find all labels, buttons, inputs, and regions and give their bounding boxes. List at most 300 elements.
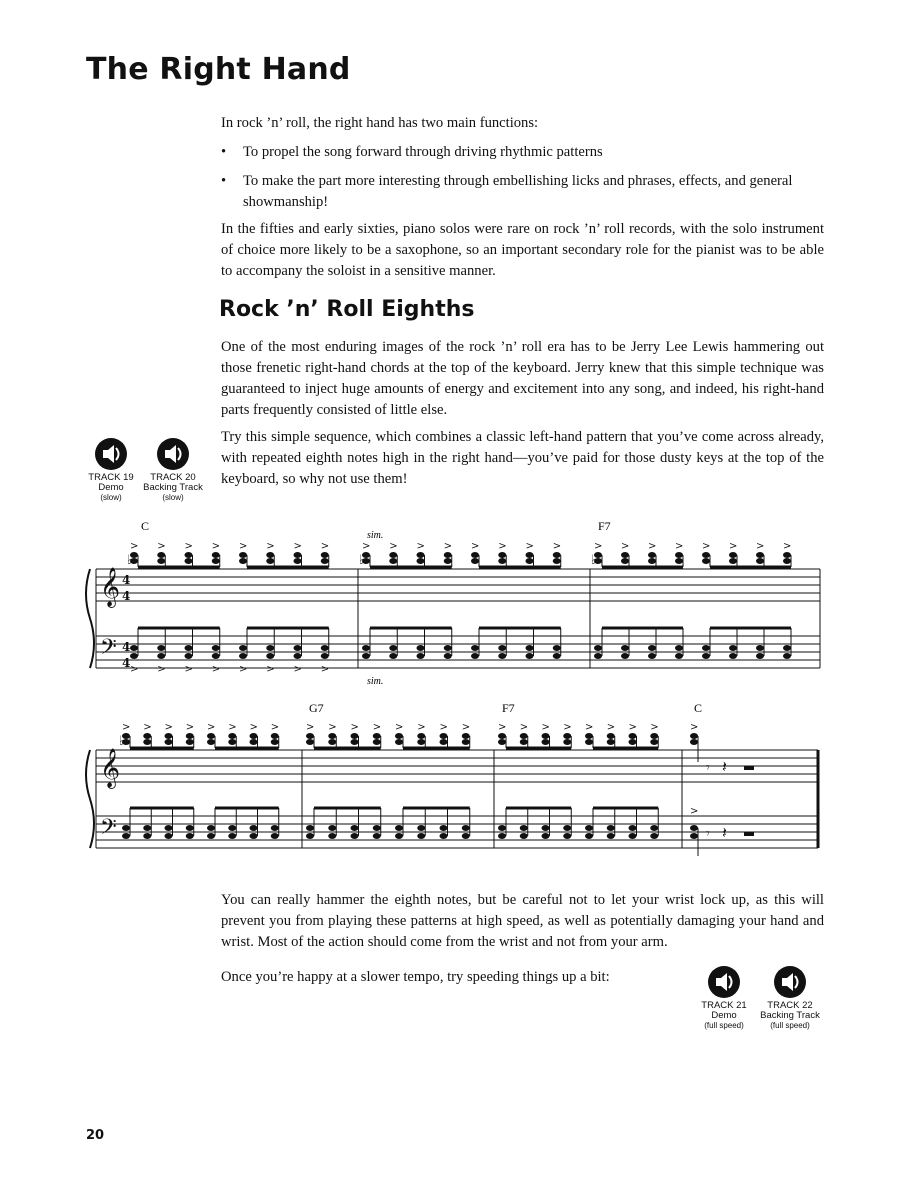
notehead (471, 653, 479, 659)
notehead (130, 645, 138, 651)
notehead (648, 552, 656, 558)
bullet-dot: • (221, 173, 227, 189)
notehead (266, 653, 274, 659)
bullet-text: To propel the song forward through driving rhythmic patterns (243, 144, 603, 160)
notehead (607, 833, 615, 839)
track-number: TRACK 20 (150, 472, 196, 483)
notehead (542, 833, 550, 839)
time-signature: 4 (122, 656, 131, 670)
notehead (395, 739, 403, 745)
notehead (373, 739, 381, 745)
accent-mark: > (443, 541, 453, 552)
notehead (212, 653, 220, 659)
accent-mark: > (211, 664, 221, 675)
time-signature: 4 (122, 573, 131, 587)
notehead (629, 739, 637, 745)
notehead (702, 653, 710, 659)
paragraph-sequence: Try this simple sequence, which combines a classic left-hand pattern that you’ve come across already, with repeated eighth notes high in the right hand—you’ve paid for those dusty keys at the top of the keyboard, so why not use them! (221, 429, 824, 487)
accent-mark: > (648, 541, 657, 552)
accent-mark: > (228, 722, 237, 733)
notehead (440, 833, 448, 839)
notehead (542, 825, 550, 831)
notehead (702, 558, 710, 564)
notehead (328, 833, 336, 839)
chord-symbol: F7 (598, 519, 611, 533)
bullet-text: To make the part more interesting through embellishing licks and phrases, effects, and general showmanship! (243, 173, 793, 210)
accent-mark: > (157, 541, 166, 552)
accent-mark: > (328, 722, 337, 733)
accent-mark: > (756, 541, 765, 552)
sim-label: sim. (367, 530, 384, 541)
notehead (729, 653, 737, 659)
accent-mark: > (266, 664, 275, 675)
notehead (756, 552, 764, 558)
notehead (228, 833, 236, 839)
notehead (239, 552, 247, 558)
accent-mark: > (498, 541, 507, 552)
accent-mark: > (372, 722, 382, 733)
notehead (585, 739, 593, 745)
notehead (563, 825, 571, 831)
paragraph-sax: In the fifties and early sixties, piano solos were rare on rock ’n’ roll records, with the solo instrument of choice more likely to be a saxophone, so an important secondary role for the pianist was to be able to accompany the soloist in a sensitive manner. (221, 221, 824, 279)
accent-mark: > (320, 541, 330, 552)
notehead (520, 825, 528, 831)
accent-mark: > (270, 722, 280, 733)
flat-sign: ♭ (119, 734, 126, 749)
notehead (462, 825, 470, 831)
rest: 𝄾 (706, 760, 710, 776)
notehead (207, 733, 215, 739)
notehead (373, 825, 381, 831)
notehead (729, 558, 737, 564)
track-label: Demo (711, 1010, 737, 1021)
notehead (185, 552, 193, 558)
notehead (675, 558, 683, 564)
accent-mark: > (606, 722, 616, 733)
notehead (702, 645, 710, 651)
notehead (212, 558, 220, 564)
accent-mark: > (293, 664, 302, 675)
notehead (629, 833, 637, 839)
accent-mark: > (702, 541, 711, 552)
notehead (729, 552, 737, 558)
notehead (250, 739, 258, 745)
accent-mark: > (389, 541, 398, 552)
notehead (553, 645, 561, 651)
accent-mark: > (395, 722, 404, 733)
brace (86, 569, 94, 668)
bullet-dot: • (221, 144, 227, 160)
notehead (675, 645, 683, 651)
notehead (294, 552, 302, 558)
notehead (294, 653, 302, 659)
track-note: (full speed) (704, 1021, 744, 1030)
notehead (250, 733, 258, 739)
notehead (563, 733, 571, 739)
accent-mark: > (594, 541, 603, 552)
accent-mark: > (675, 541, 684, 552)
notehead (207, 833, 215, 839)
notehead (783, 558, 791, 564)
notehead (157, 645, 165, 651)
chord-symbol: G7 (309, 701, 324, 715)
rest: 𝄽 (722, 757, 727, 776)
notehead (756, 645, 764, 651)
notehead (498, 552, 506, 558)
notehead (157, 558, 165, 564)
rest: 𝄽 (722, 823, 727, 842)
chord-symbol: F7 (502, 701, 515, 715)
notehead (690, 833, 698, 839)
track-number: TRACK 22 (767, 1000, 813, 1011)
notehead (702, 552, 710, 558)
notehead (621, 558, 629, 564)
notehead (629, 825, 637, 831)
notehead (306, 739, 314, 745)
notehead (542, 733, 550, 739)
notehead (650, 739, 658, 745)
notehead (690, 825, 698, 831)
page-title: The Right Hand (86, 52, 351, 87)
notehead (395, 833, 403, 839)
notehead (389, 653, 397, 659)
notehead (186, 833, 194, 839)
notehead (271, 833, 279, 839)
notehead (351, 739, 359, 745)
accent-mark: > (690, 722, 699, 733)
notehead (239, 645, 247, 651)
notehead (444, 645, 452, 651)
half-rest (744, 766, 754, 770)
notehead (756, 653, 764, 659)
notehead (165, 739, 173, 745)
notehead (207, 825, 215, 831)
notehead (498, 653, 506, 659)
paragraph-tempo: Once you’re happy at a slower tempo, try speeding things up a bit: (221, 969, 610, 985)
notehead (621, 653, 629, 659)
notehead (250, 825, 258, 831)
notehead (563, 833, 571, 839)
accent-mark: > (211, 541, 221, 552)
accent-mark: > (471, 541, 480, 552)
notehead (526, 645, 534, 651)
flat-sign: ♭ (591, 553, 598, 568)
intro-text: In rock ’n’ roll, the right hand has two main functions: (221, 115, 539, 131)
notehead (417, 645, 425, 651)
notehead (498, 645, 506, 651)
notehead (328, 739, 336, 745)
notehead (271, 733, 279, 739)
accent-mark: > (416, 541, 425, 552)
notehead (130, 653, 138, 659)
notehead (498, 733, 506, 739)
accent-mark: > (164, 722, 173, 733)
notehead (520, 733, 528, 739)
accent-mark: > (239, 541, 248, 552)
notehead (266, 558, 274, 564)
track-label: Demo (98, 482, 124, 493)
accent-mark: > (541, 722, 550, 733)
notehead (440, 733, 448, 739)
accent-mark: > (461, 722, 471, 733)
notehead (165, 733, 173, 739)
accent-mark: > (585, 722, 594, 733)
accent-mark: > (249, 722, 258, 733)
notehead (440, 739, 448, 745)
notehead (444, 653, 452, 659)
notehead (585, 733, 593, 739)
notehead (650, 825, 658, 831)
notehead (373, 733, 381, 739)
notehead (594, 653, 602, 659)
notehead (207, 739, 215, 745)
paragraph-jerry-lee: One of the most enduring images of the rock ’n’ roll era has to be Jerry Lee Lewis hammering out those frenetic right-hand chords at the top of the keyboard. Jerry knew that this simple technique was guaranteed to inject huge amounts of energy and excitement into any song, and indeed, his right-hand parts frequently consisted of little else. (221, 339, 824, 418)
rest: 𝄾 (706, 826, 710, 842)
notehead (266, 645, 274, 651)
notehead (186, 733, 194, 739)
treble-clef: 𝄞 (100, 748, 121, 788)
notehead (185, 645, 193, 651)
accent-mark: > (563, 722, 572, 733)
notehead (306, 733, 314, 739)
notehead (648, 653, 656, 659)
notehead (648, 558, 656, 564)
accent-mark: > (690, 806, 699, 817)
accent-mark: > (122, 722, 131, 733)
notehead (212, 552, 220, 558)
treble-clef: 𝄞 (100, 567, 121, 607)
accent-mark: > (306, 722, 315, 733)
notehead (239, 558, 247, 564)
track-label: Backing Track (760, 1010, 820, 1021)
accent-mark: > (130, 541, 139, 552)
notehead (185, 653, 193, 659)
notehead (143, 833, 151, 839)
track-note: (slow) (100, 493, 122, 502)
notehead (165, 833, 173, 839)
notehead (607, 825, 615, 831)
notehead (389, 558, 397, 564)
notehead (526, 552, 534, 558)
notehead (122, 825, 130, 831)
notehead (783, 653, 791, 659)
accent-mark: > (320, 664, 330, 675)
accent-mark: > (650, 722, 659, 733)
notehead (553, 653, 561, 659)
accent-mark: > (239, 664, 248, 675)
accent-mark: > (552, 541, 562, 552)
accent-mark: > (207, 722, 216, 733)
notehead (271, 825, 279, 831)
notehead (783, 552, 791, 558)
paragraph-wrist: You can really hammer the eighth notes, but be careful not to let your wrist lock up, as this will prevent you from playing these patterns at high speed, as well as potentially damaging your hand and wrist. Most of the action should come from the wrist and not from your arm. (221, 892, 824, 950)
notehead (321, 552, 329, 558)
notehead (239, 653, 247, 659)
notehead (328, 733, 336, 739)
notehead (417, 825, 425, 831)
notehead (351, 833, 359, 839)
notehead (675, 552, 683, 558)
notehead (542, 739, 550, 745)
notehead (471, 552, 479, 558)
notehead (186, 739, 194, 745)
notehead (417, 739, 425, 745)
accent-mark: > (184, 664, 193, 675)
accent-mark: > (621, 541, 630, 552)
notehead (321, 645, 329, 651)
notehead (294, 645, 302, 651)
notehead (526, 653, 534, 659)
notehead (122, 833, 130, 839)
notehead (373, 833, 381, 839)
notehead (157, 552, 165, 558)
notehead (783, 645, 791, 651)
flat-sign: ♭ (127, 553, 134, 568)
track-number: TRACK 19 (88, 472, 134, 483)
chord-symbol: C (141, 519, 150, 533)
notehead (729, 645, 737, 651)
notehead (228, 739, 236, 745)
time-signature: 4 (122, 640, 131, 654)
notehead (520, 739, 528, 745)
accent-mark: > (266, 541, 275, 552)
notehead (621, 552, 629, 558)
notehead (351, 733, 359, 739)
notehead (462, 739, 470, 745)
notehead (321, 558, 329, 564)
notehead (186, 825, 194, 831)
track-21[interactable] (692, 965, 756, 1031)
flat-sign: ♭ (359, 553, 366, 568)
accent-mark: > (157, 664, 166, 675)
notehead (306, 825, 314, 831)
notehead (462, 833, 470, 839)
bass-clef: 𝄢 (100, 815, 117, 845)
notehead (228, 733, 236, 739)
notehead (585, 833, 593, 839)
speaker-icon (773, 965, 807, 999)
accent-mark: > (293, 541, 302, 552)
notehead (143, 739, 151, 745)
notehead (756, 558, 764, 564)
notehead (471, 558, 479, 564)
notehead (417, 552, 425, 558)
accent-mark: > (143, 722, 152, 733)
bass-clef: 𝄢 (100, 635, 117, 665)
notehead (165, 825, 173, 831)
notehead (444, 552, 452, 558)
half-rest (744, 832, 754, 836)
accent-mark: > (185, 722, 195, 733)
notehead (498, 739, 506, 745)
notehead (690, 733, 698, 739)
notehead (650, 733, 658, 739)
notehead (228, 825, 236, 831)
notehead (321, 653, 329, 659)
notehead (143, 733, 151, 739)
accent-mark: > (417, 722, 426, 733)
notehead (250, 833, 258, 839)
notehead (650, 833, 658, 839)
notehead (395, 733, 403, 739)
track-note: (full speed) (770, 1021, 810, 1030)
accent-mark: > (350, 722, 359, 733)
page-number: 20 (86, 1128, 105, 1143)
track-22[interactable] (758, 965, 822, 1031)
notehead (648, 645, 656, 651)
brace (86, 750, 94, 848)
notehead (362, 645, 370, 651)
accent-mark: > (439, 722, 448, 733)
notehead (471, 645, 479, 651)
accent-mark: > (184, 541, 193, 552)
notehead (690, 739, 698, 745)
accent-mark: > (130, 664, 139, 675)
notehead (417, 558, 425, 564)
notehead (444, 558, 452, 564)
notehead (585, 825, 593, 831)
notehead (629, 733, 637, 739)
notehead (417, 653, 425, 659)
notehead (520, 833, 528, 839)
accent-mark: > (525, 541, 534, 552)
time-signature: 4 (122, 589, 131, 603)
notehead (553, 552, 561, 558)
notehead (417, 833, 425, 839)
notehead (675, 653, 683, 659)
accent-mark: > (628, 722, 637, 733)
notehead (306, 833, 314, 839)
notehead (362, 653, 370, 659)
notehead (607, 733, 615, 739)
notehead (553, 558, 561, 564)
notehead (498, 558, 506, 564)
accent-mark: > (498, 722, 507, 733)
accent-mark: > (362, 541, 371, 552)
accent-mark: > (519, 722, 529, 733)
notehead (212, 645, 220, 651)
notehead (143, 825, 151, 831)
notehead (185, 558, 193, 564)
section-title: Rock ’n’ Roll Eighths (219, 297, 475, 322)
notehead (294, 558, 302, 564)
track-note: (slow) (162, 493, 184, 502)
notehead (271, 739, 279, 745)
notehead (389, 645, 397, 651)
notehead (563, 739, 571, 745)
notehead (498, 833, 506, 839)
notehead (462, 733, 470, 739)
chord-symbol: C (694, 701, 703, 715)
notehead (621, 645, 629, 651)
notehead (417, 733, 425, 739)
accent-mark: > (783, 541, 792, 552)
notehead (351, 825, 359, 831)
notehead (440, 825, 448, 831)
notehead (607, 739, 615, 745)
notehead (498, 825, 506, 831)
notehead (395, 825, 403, 831)
notehead (526, 558, 534, 564)
sim-label: sim. (367, 676, 384, 687)
track-number: TRACK 21 (701, 1000, 747, 1011)
speaker-icon (707, 965, 741, 999)
notehead (389, 552, 397, 558)
notehead (594, 645, 602, 651)
notehead (157, 653, 165, 659)
accent-mark: > (729, 541, 738, 552)
notehead (328, 825, 336, 831)
